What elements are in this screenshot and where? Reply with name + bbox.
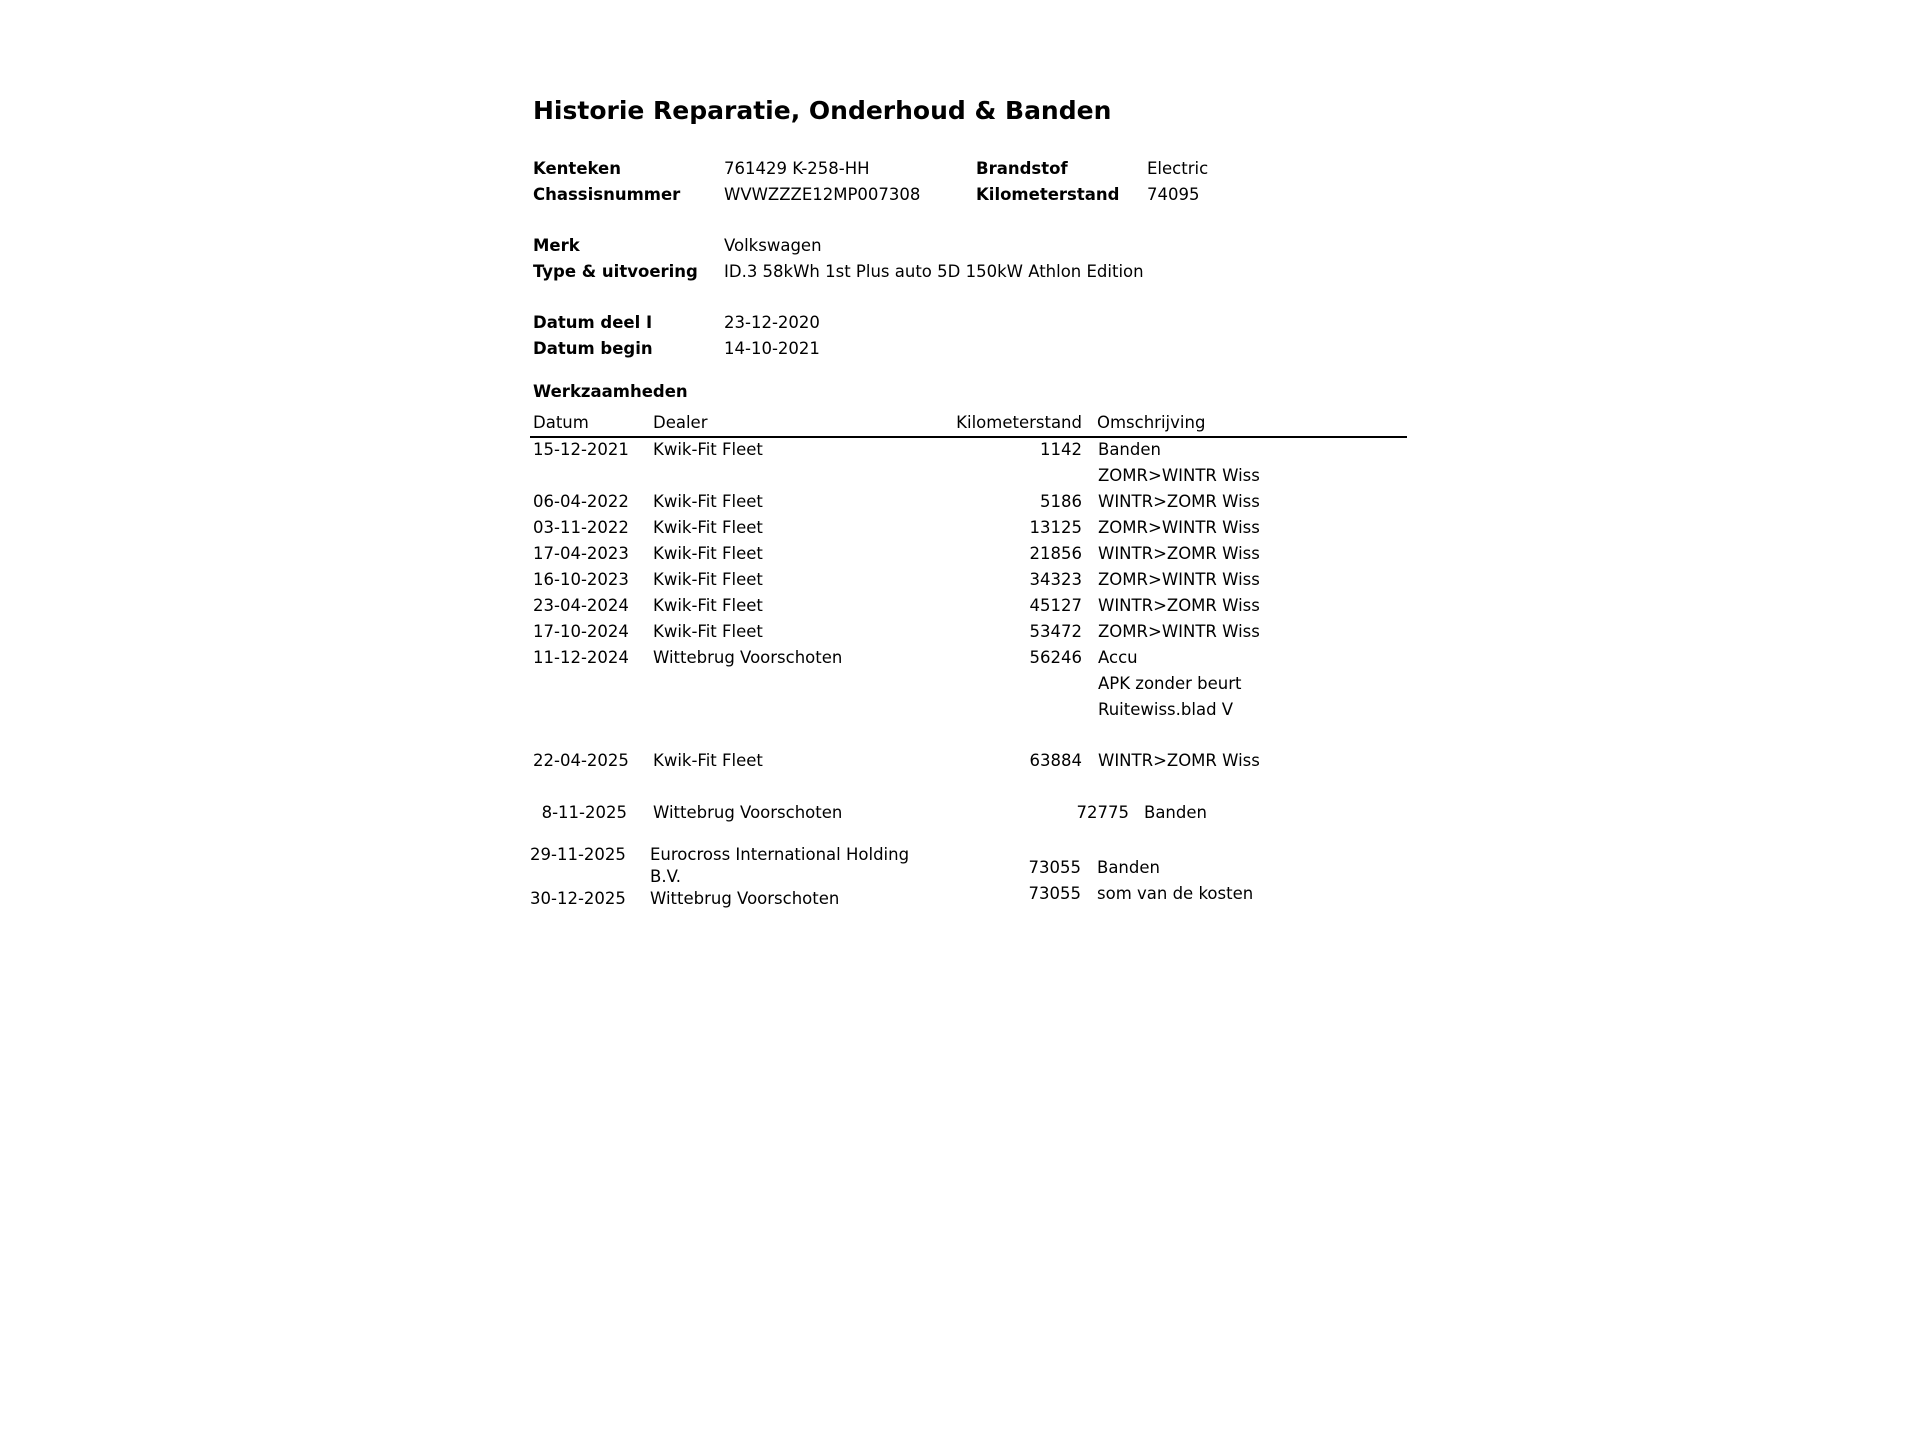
row-omschrijving: som van de kosten <box>1097 884 1254 903</box>
type-label: Type & uitvoering <box>533 262 698 281</box>
row-omschrijving: ZOMR>WINTR Wiss <box>1098 622 1260 641</box>
row-datum: 23-04-2024 <box>533 596 629 615</box>
row-dealer: Kwik-Fit Fleet <box>653 440 763 459</box>
row-omschrijving: WINTR>ZOMR Wiss <box>1098 492 1260 511</box>
row-km: 63884 <box>1029 751 1082 770</box>
row-km: 53472 <box>1029 622 1082 641</box>
brandstof-label: Brandstof <box>976 159 1068 178</box>
row-omschrijving: WINTR>ZOMR Wiss <box>1098 596 1260 615</box>
header-dealer: Dealer <box>653 413 708 432</box>
row-dealer: Kwik-Fit Fleet <box>653 544 763 563</box>
row-datum: 22-04-2025 <box>533 751 629 770</box>
row-datum: 29-11-2025 <box>530 845 626 864</box>
row-datum: 03-11-2022 <box>533 518 629 537</box>
datum-deel-value: 23-12-2020 <box>724 313 820 332</box>
chassisnummer-label: Chassisnummer <box>533 185 681 204</box>
row-dealer: Wittebrug Voorschoten <box>653 803 843 822</box>
row-omschrijving: WINTR>ZOMR Wiss <box>1098 544 1260 563</box>
row-omschrijving: ZOMR>WINTR Wiss <box>1098 518 1260 537</box>
row-km: 34323 <box>1029 570 1082 589</box>
row-dealer: Kwik-Fit Fleet <box>653 751 763 770</box>
row-datum: 16-10-2023 <box>533 570 629 589</box>
row-omschrijving: Banden <box>1144 803 1207 822</box>
row-omschrijving: ZOMR>WINTR Wiss <box>1098 466 1260 485</box>
header-omschrijving: Omschrijving <box>1097 413 1206 432</box>
row-km: 21856 <box>1029 544 1082 563</box>
page-title: Historie Reparatie, Onderhoud & Banden <box>533 96 1112 125</box>
row-km: 1142 <box>1040 440 1082 459</box>
merk-label: Merk <box>533 236 580 255</box>
row-km: 72775 <box>1076 803 1129 822</box>
datum-begin-value: 14-10-2021 <box>724 339 820 358</box>
row-datum: 15-12-2021 <box>533 440 629 459</box>
row-dealer: Wittebrug Voorschoten <box>653 648 843 667</box>
row-dealer: Kwik-Fit Fleet <box>653 570 763 589</box>
row-km: 56246 <box>1029 648 1082 667</box>
row-omschrijving: Accu <box>1098 648 1138 667</box>
row-datum: 8-11-2025 <box>541 803 627 822</box>
row-datum: 30-12-2025 <box>530 889 626 908</box>
row-datum: 06-04-2022 <box>533 492 629 511</box>
kenteken-label: Kenteken <box>533 159 621 178</box>
type-value: ID.3 58kWh 1st Plus auto 5D 150kW Athlon Edition <box>724 262 1144 281</box>
header-kilometerstand: Kilometerstand <box>956 413 1082 432</box>
row-omschrijving: Banden <box>1098 440 1161 459</box>
kilometerstand-label: Kilometerstand <box>976 185 1120 204</box>
row-dealer: Eurocross International Holding B.V. <box>650 845 910 886</box>
row-omschrijving: WINTR>ZOMR Wiss <box>1098 751 1260 770</box>
row-km: 5186 <box>1040 492 1082 511</box>
row-dealer: Kwik-Fit Fleet <box>653 622 763 641</box>
row-omschrijving: APK zonder beurt <box>1098 674 1242 693</box>
row-datum: 17-04-2023 <box>533 544 629 563</box>
row-km: 13125 <box>1029 518 1082 537</box>
row-km: 45127 <box>1029 596 1082 615</box>
kilometerstand-value: 74095 <box>1147 185 1200 204</box>
header-datum: Datum <box>533 413 589 432</box>
row-omschrijving: ZOMR>WINTR Wiss <box>1098 570 1260 589</box>
row-omschrijving: Ruitewiss.blad V <box>1098 700 1234 719</box>
row-datum: 17-10-2024 <box>533 622 629 641</box>
row-datum: 11-12-2024 <box>533 648 629 667</box>
header-divider <box>530 436 1407 438</box>
row-omschrijving: Banden <box>1097 858 1160 877</box>
datum-begin-label: Datum begin <box>533 339 653 358</box>
row-dealer: Wittebrug Voorschoten <box>650 889 840 908</box>
row-dealer: Kwik-Fit Fleet <box>653 492 763 511</box>
werkzaamheden-heading: Werkzaamheden <box>533 382 688 401</box>
row-dealer: Kwik-Fit Fleet <box>653 518 763 537</box>
merk-value: Volkswagen <box>724 236 822 255</box>
brandstof-value: Electric <box>1147 159 1209 178</box>
row-km: 73055 <box>1028 858 1081 877</box>
row-dealer: Kwik-Fit Fleet <box>653 596 763 615</box>
datum-deel-label: Datum deel I <box>533 313 653 332</box>
chassisnummer-value: WVWZZZE12MP007308 <box>724 185 921 204</box>
row-km: 73055 <box>1028 884 1081 903</box>
kenteken-value: 761429 K-258-HH <box>724 159 870 178</box>
